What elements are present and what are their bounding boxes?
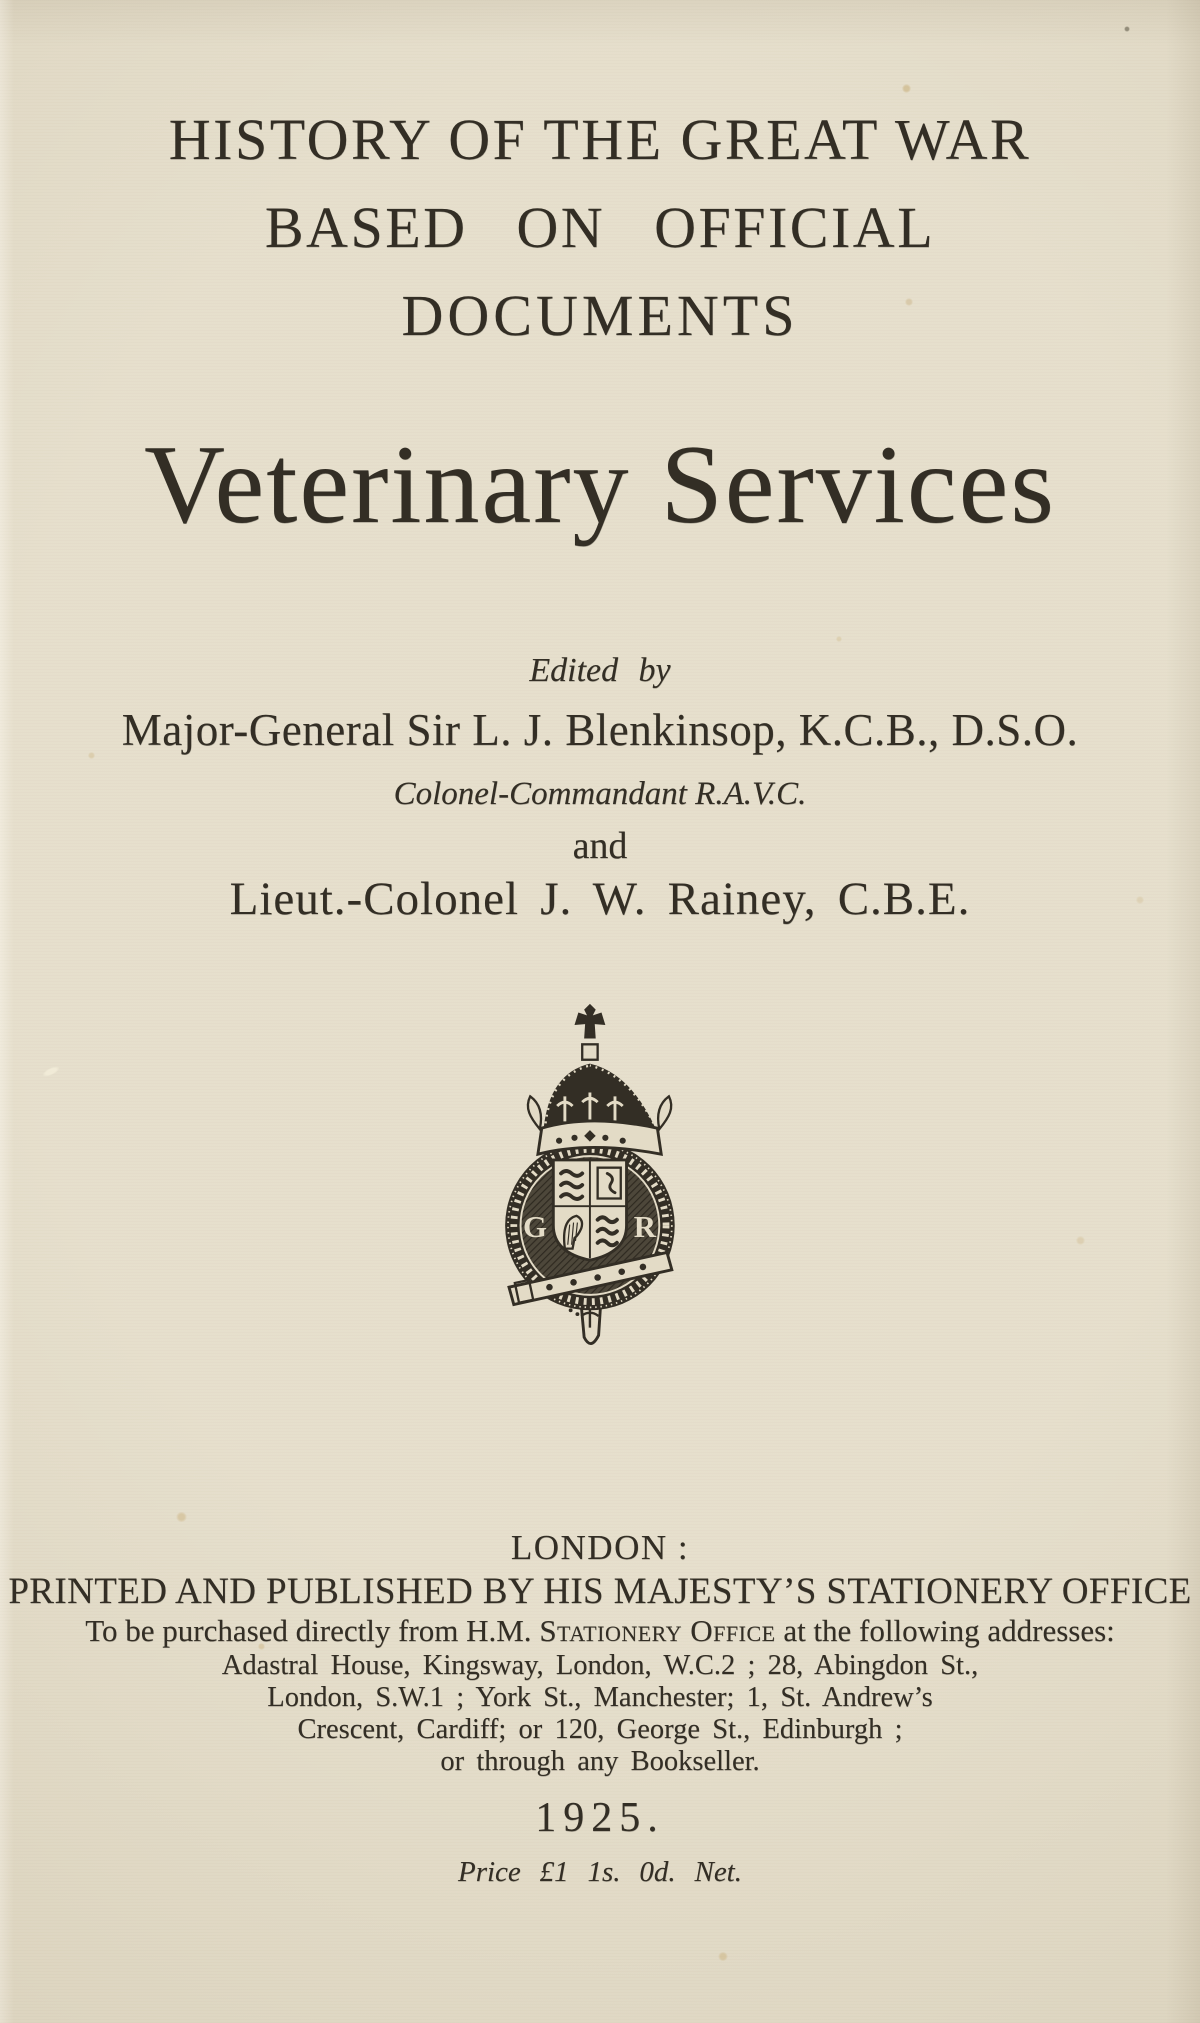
publication-year: 1925. — [535, 1795, 665, 1841]
series-title-line-3: DOCUMENTS — [401, 283, 799, 348]
imprint-addresses — [0, 1650, 1200, 1778]
address-line: Adastral House, Kingsway, London, W.C.2 ; 28, Abingdon St., — [221, 1650, 979, 1681]
editors-conjunction: and — [572, 825, 628, 867]
price-line: Price £1 1s. 0d. Net. — [457, 1856, 742, 1888]
imprint-publisher: PRINTED AND PUBLISHED BY HIS MAJESTY’S STATIONERY OFFICE — [8, 1571, 1192, 1612]
editor-1-role: Colonel-Commandant R.A.V.C. — [393, 776, 807, 812]
paper-speck — [718, 1952, 728, 1961]
purchase-pre: To be purchased directly from H.M. — [85, 1613, 540, 1648]
emblem-right-initial: R — [633, 1210, 656, 1245]
series-title-line-1: HISTORY OF THE GREAT WAR — [168, 107, 1032, 172]
paper-speck — [1124, 26, 1130, 32]
imprint-city: LONDON : — [510, 1528, 690, 1567]
paper-speck — [836, 636, 842, 642]
imprint-purchase-line — [0, 1613, 1200, 1649]
address-line: or through any Bookseller. — [440, 1746, 760, 1777]
editor-2-name: Lieut.-Colonel J. W. Rainey, C.B.E. — [229, 873, 971, 925]
address-line: London, S.W.1 ; York St., Manchester; 1, St. Andrew’s — [267, 1682, 933, 1713]
purchase-post: at the following addresses: — [775, 1613, 1115, 1648]
purchase-smallcaps: Stationery Office — [539, 1613, 776, 1648]
paper-speck — [1076, 1236, 1085, 1245]
emblem-left-initial: G — [523, 1210, 547, 1245]
paper-speck — [176, 1512, 187, 1522]
address-line: Crescent, Cardiff; or 120, George St., Edinburgh ; — [297, 1714, 903, 1745]
royal-arms-garter-crown-badge-icon — [482, 1000, 694, 1357]
series-title — [0, 96, 1200, 360]
edited-by-label: Edited by — [529, 652, 671, 689]
editor-1-name: Major-General Sir L. J. Blenkinsop, K.C.B., D.S.O. — [121, 705, 1079, 755]
book-title: Veterinary Services — [144, 423, 1056, 547]
paper-scratch — [41, 1065, 60, 1079]
paper-speck — [902, 84, 911, 93]
series-title-line-2: BASED ON OFFICIAL — [264, 195, 936, 260]
